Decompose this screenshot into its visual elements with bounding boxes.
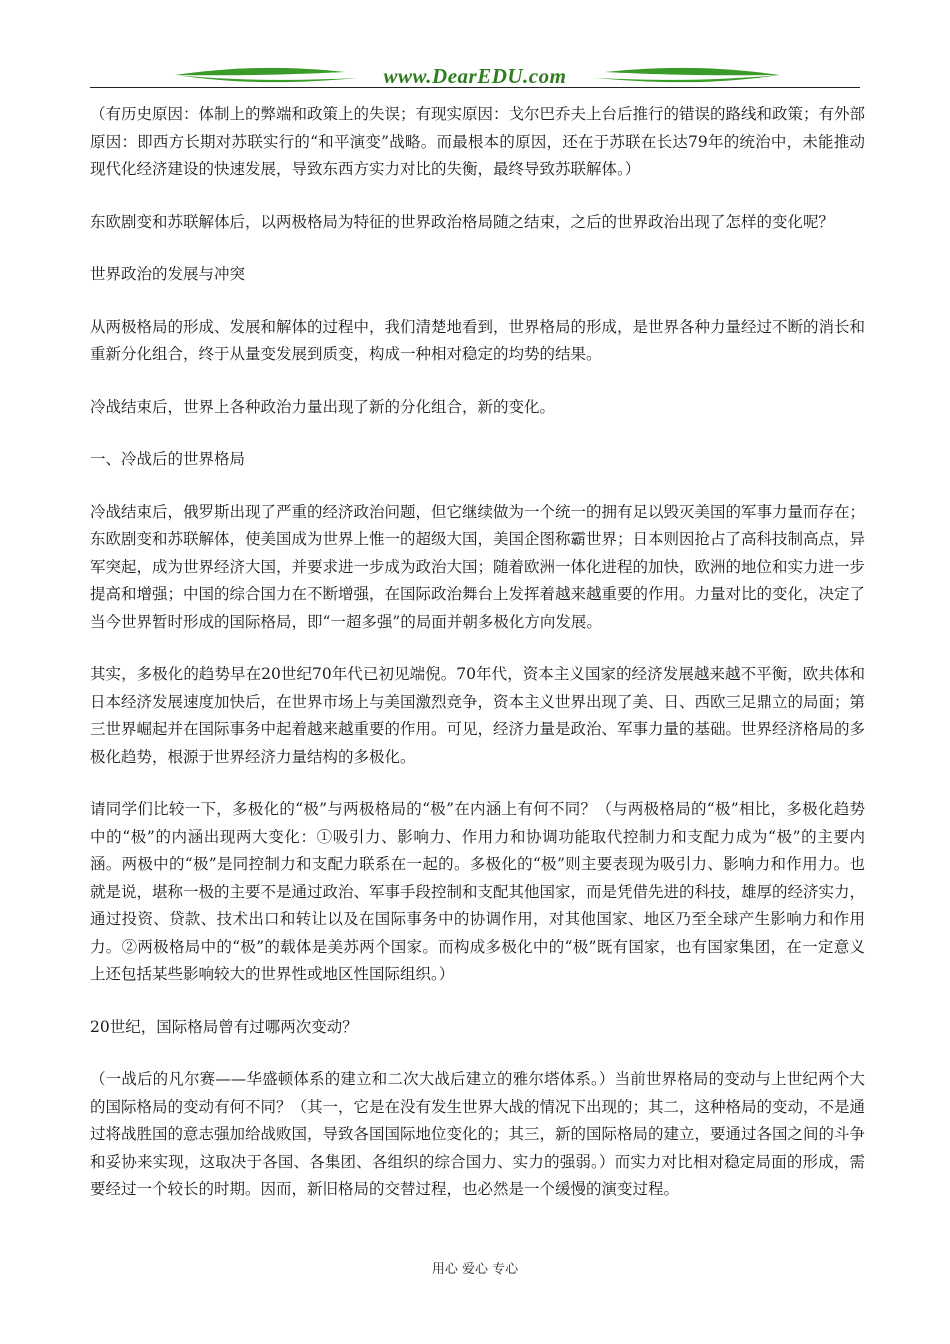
paragraph: 冷战结束后，世界上各种政治力量出现了新的分化组合，新的变化。: [90, 397, 556, 416]
section-heading: 世界政治的发展与冲突: [90, 265, 246, 283]
header-rule: [90, 87, 860, 88]
paragraph: 冷战结束后，俄罗斯出现了严重的经济政治问题，但它继续做为一个统一的拥有足以毁灭美国的军事力量而存在；东欧剧变和苏联解体，使美国成为世界上惟一的超级大国，美国企图称霸世界；日本则因抢占了高科技制高点，异军突起，成为世界经济大国，并要求进一步成为政治大国；随着欧洲一体化进程的加快，欧洲的地位和实力进一步提高和增强；中国的综合国力在不断增强，在国际政治舞台上发挥着越来越重要的作用。力量对比的变化，决定了当今世界暂时形成的国际格局，即“一超多强”的局面并朝多极化方向发展。: [90, 502, 866, 631]
page-footer: 用心 爱心 专心: [431, 1262, 519, 1277]
site-logo-text: www.DearEDU.com: [383, 64, 567, 88]
body-text: [90, 101, 865, 1229]
paragraph: （有历史原因：体制上的弊端和政策上的失误；有现实原因：戈尔巴乔夫上台后推行的错误的路线和政策；有外部原因：即西方长期对苏联实行的“和平演变”战略。而最根本的原因，还在于苏联在长达79年的统治中，未能推动现代化经济建设的快速发展，导致东西方实力对比的失衡，最终导致苏联解体。）: [90, 105, 866, 178]
section-heading: 一、冷战后的世界格局: [90, 450, 246, 468]
question: 20世纪，国际格局曾有过哪两次变动？: [90, 1017, 358, 1036]
paragraph: 其实，多极化的趋势早在20世纪70年代已初见端倪。70年代，资本主义国家的经济发展越来越不平衡，欧共体和日本经济发展速度加快后，在世界市场上与美国激烈竞争，资本主义世界出现了美、日、西欧三足鼎立的局面；第三世界崛起并在国际事务中起着越来越重要的作用。可见，经济力量是政治、军事力量的基础。世界经济格局的多极化趋势，根源于世界经济力量结构的多极化。: [90, 665, 866, 766]
paragraph: 从两极格局的形成、发展和解体的过程中，我们清楚地看到，世界格局的形成，是世界各种力量经过不断的消长和重新分化组合，终于从量变发展到质变，构成一种相对稳定的均势的结果。: [90, 317, 866, 363]
paragraph: （一战后的凡尔赛——华盛顿体系的建立和二次大战后建立的雅尔塔体系。）当前世界格局的变动与上世纪两个大的国际格局的变动有何不同？（其一，它是在没有发生世界大战的情况下出现的；其二，这种格局的变动，不是通过将战胜国的意志强加给战败国，导致各国国际地位变化的；其三，新的国际格局的建立，要通过各国之间的斗争和妥协来实现，这取决于各国、各集团、各组织的综合国力、实力的强弱。）而实力对比相对稳定局面的形成，需要经过一个较长的时期。因而，新旧格局的交替过程，也必然是一个缓慢的演变过程。: [90, 1070, 866, 1198]
paragraph: 请同学们比较一下，多极化的“极”与两极格局的“极”在内涵上有何不同？（与两极格局的“极”相比，多极化趋势中的“极”的内涵出现两大变化：①吸引力、影响力、作用力和协调功能取代控制力和支配力成为“极”的主要内涵。两极中的“极”是同控制力和支配力联系在一起的。多极化的“极”则主要表现为吸引力、影响力和作用力。也就是说，堪称一极的主要不是通过政治、军事手段控制和支配其他国家，而是凭借先进的科技，雄厚的经济实力，通过投资、贷款、技术出口和转让以及在国际事务中的协调作用，对其他国家、地区乃至全球产生影响力和作用力。②两极格局中的“极”的载体是美苏两个国家。而构成多极化中的“极”既有国家，也有国家集团，在一定意义上还包括某些影响较大的世界性或地区性国际组织。）: [90, 800, 866, 983]
paragraph: 东欧剧变和苏联解体后，以两极格局为特征的世界政治格局随之结束，之后的世界政治出现了怎样的变化呢？: [90, 212, 835, 231]
